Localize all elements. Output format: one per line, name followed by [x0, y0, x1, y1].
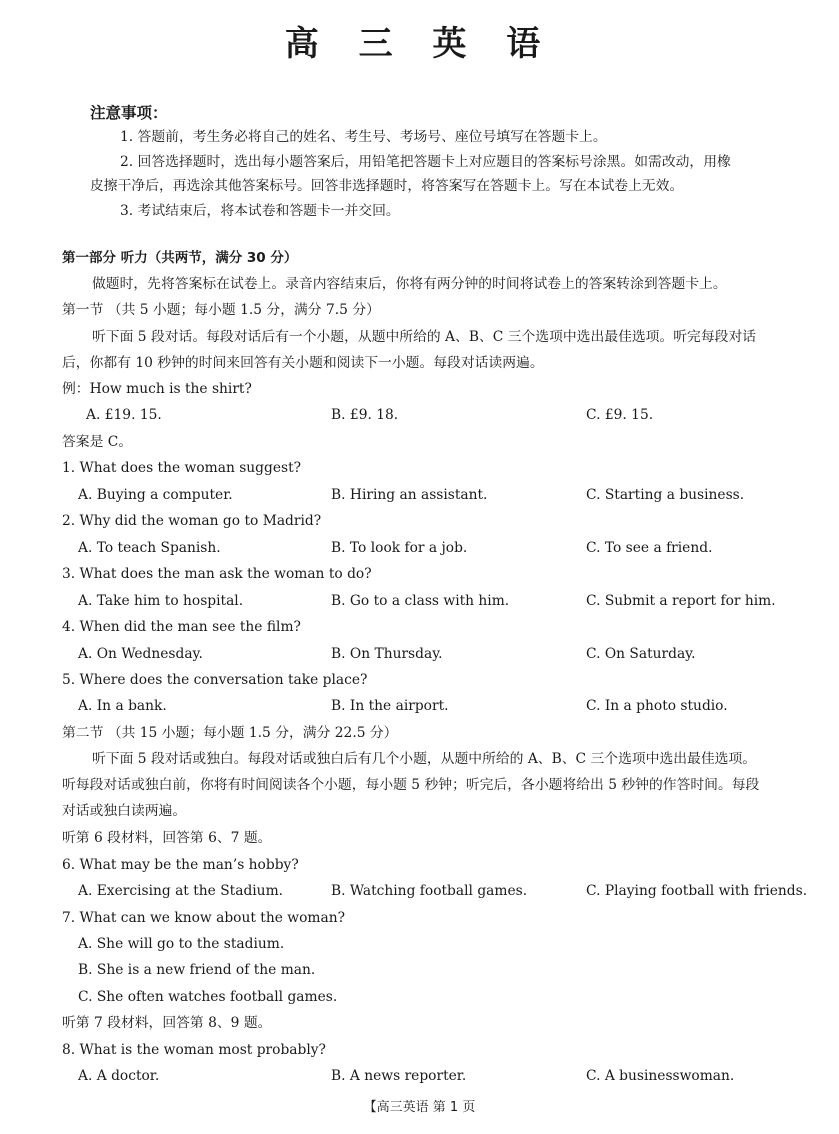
section1-instruction: 听下面 5 段对话。每段对话后有一个小题，从题中所给的 A、B、C 三个选项中选出最佳选项。听完每段对话 [92, 329, 757, 345]
material-6-note: 听第 6 段材料，回答第 6、7 题。 [62, 830, 272, 846]
q3-option-c: C. Submit a report for him. [586, 593, 776, 609]
q4-option-b: B. On Thursday. [331, 646, 443, 662]
q2-option-b: B. To look for a job. [331, 540, 468, 556]
q1-option-a: A. Buying a computer. [78, 487, 233, 503]
q8-option-a: A. A doctor. [78, 1068, 160, 1084]
section2-instruction-end: 对话或独白读两遍。 [62, 803, 187, 819]
page-title: 高 三 英 语 [284, 24, 555, 64]
q4-option-a: A. On Wednesday. [78, 646, 203, 662]
material-7-note: 听第 7 段材料，回答第 8、9 题。 [62, 1015, 272, 1031]
notice-item-1: 1. 答题前，考生务必将自己的姓名、考生号、考场号、座位号填写在答题卡上。 [120, 129, 607, 145]
question-8: 8. What is the woman most probably? [62, 1042, 326, 1058]
notice-item-2-cont: 皮擦干净后，再选涂其他答案标号。回答非选择题时，将答案写在答题卡上。写在本试卷上无效。 [90, 178, 684, 194]
q5-option-a: A. In a bank. [78, 698, 167, 714]
q8-option-b: B. A news reporter. [331, 1068, 467, 1084]
example-option-a: A. £19. 15. [86, 407, 162, 423]
question-3: 3. What does the man ask the woman to do? [62, 566, 372, 582]
question-4: 4. When did the man see the film? [62, 619, 301, 635]
section1-instruction-cont: 后，你都有 10 秒钟的时间来回答有关小题和阅读下一小题。每段对话读两遍。 [62, 355, 544, 371]
example-option-c: C. £9. 15. [586, 407, 654, 423]
part1-heading: 第一部分 听力（共两节，满分 30 分） [62, 250, 298, 266]
example-question: 例：How much is the shirt? [62, 381, 252, 397]
question-7: 7. What can we know about the woman? [62, 910, 345, 926]
q5-option-c: C. In a photo studio. [586, 698, 728, 714]
part1-instruction: 做题时，先将答案标在试卷上。录音内容结束后，你将有两分钟的时间将试卷上的答案转涂到答题卡上。 [92, 276, 727, 292]
q6-option-c: C. Playing football with friends. [586, 883, 808, 899]
q1-option-c: C. Starting a business. [586, 487, 745, 503]
q6-option-b: B. Watching football games. [331, 883, 528, 899]
question-6: 6. What may be the man’s hobby? [62, 857, 299, 873]
q2-option-a: A. To teach Spanish. [78, 540, 221, 556]
q7-option-b: B. She is a new friend of the man. [78, 962, 316, 978]
question-2: 2. Why did the woman go to Madrid? [62, 513, 322, 529]
q3-option-b: B. Go to a class with him. [331, 593, 510, 609]
q7-option-c: C. She often watches football games. [78, 989, 338, 1005]
q7-option-a: A. She will go to the stadium. [78, 936, 285, 952]
page-footer: 【高三英语 第 1 页 [363, 1100, 476, 1115]
q2-option-c: C. To see a friend. [586, 540, 713, 556]
q4-option-c: C. On Saturday. [586, 646, 696, 662]
notice-item-2: 2. 回答选择题时，选出每小题答案后，用铅笔把答题卡上对应题目的答案标号涂黑。如需改动，用橡 [120, 154, 731, 170]
example-option-b: B. £9. 18. [331, 407, 399, 423]
q8-option-c: C. A businesswoman. [586, 1068, 735, 1084]
question-5: 5. Where does the conversation take place? [62, 672, 368, 688]
section1-heading: 第一节 （共 5 小题；每小题 1.5 分，满分 7.5 分） [62, 302, 380, 318]
example-answer: 答案是 C。 [62, 434, 133, 450]
notice-item-3: 3. 考试结束后，将本试卷和答题卡一并交回。 [120, 203, 400, 219]
section2-instruction-cont: 听每段对话或独白前，你将有时间阅读各个小题，每小题 5 秒钟；听完后，各小题将给出 5 秒钟的作答时间。每段 [62, 777, 760, 793]
q1-option-b: B. Hiring an assistant. [331, 487, 488, 503]
q6-option-a: A. Exercising at the Stadium. [78, 883, 284, 899]
section2-heading: 第二节 （共 15 小题；每小题 1.5 分，满分 22.5 分） [62, 725, 398, 741]
section2-instruction: 听下面 5 段对话或独白。每段对话或独白后有几个小题，从题中所给的 A、B、C 三个选项中选出最佳选项。 [92, 751, 757, 767]
question-1: 1. What does the woman suggest? [62, 460, 302, 476]
notice-heading: 注意事项： [90, 104, 168, 122]
q5-option-b: B. In the airport. [331, 698, 449, 714]
q3-option-a: A. Take him to hospital. [78, 593, 244, 609]
